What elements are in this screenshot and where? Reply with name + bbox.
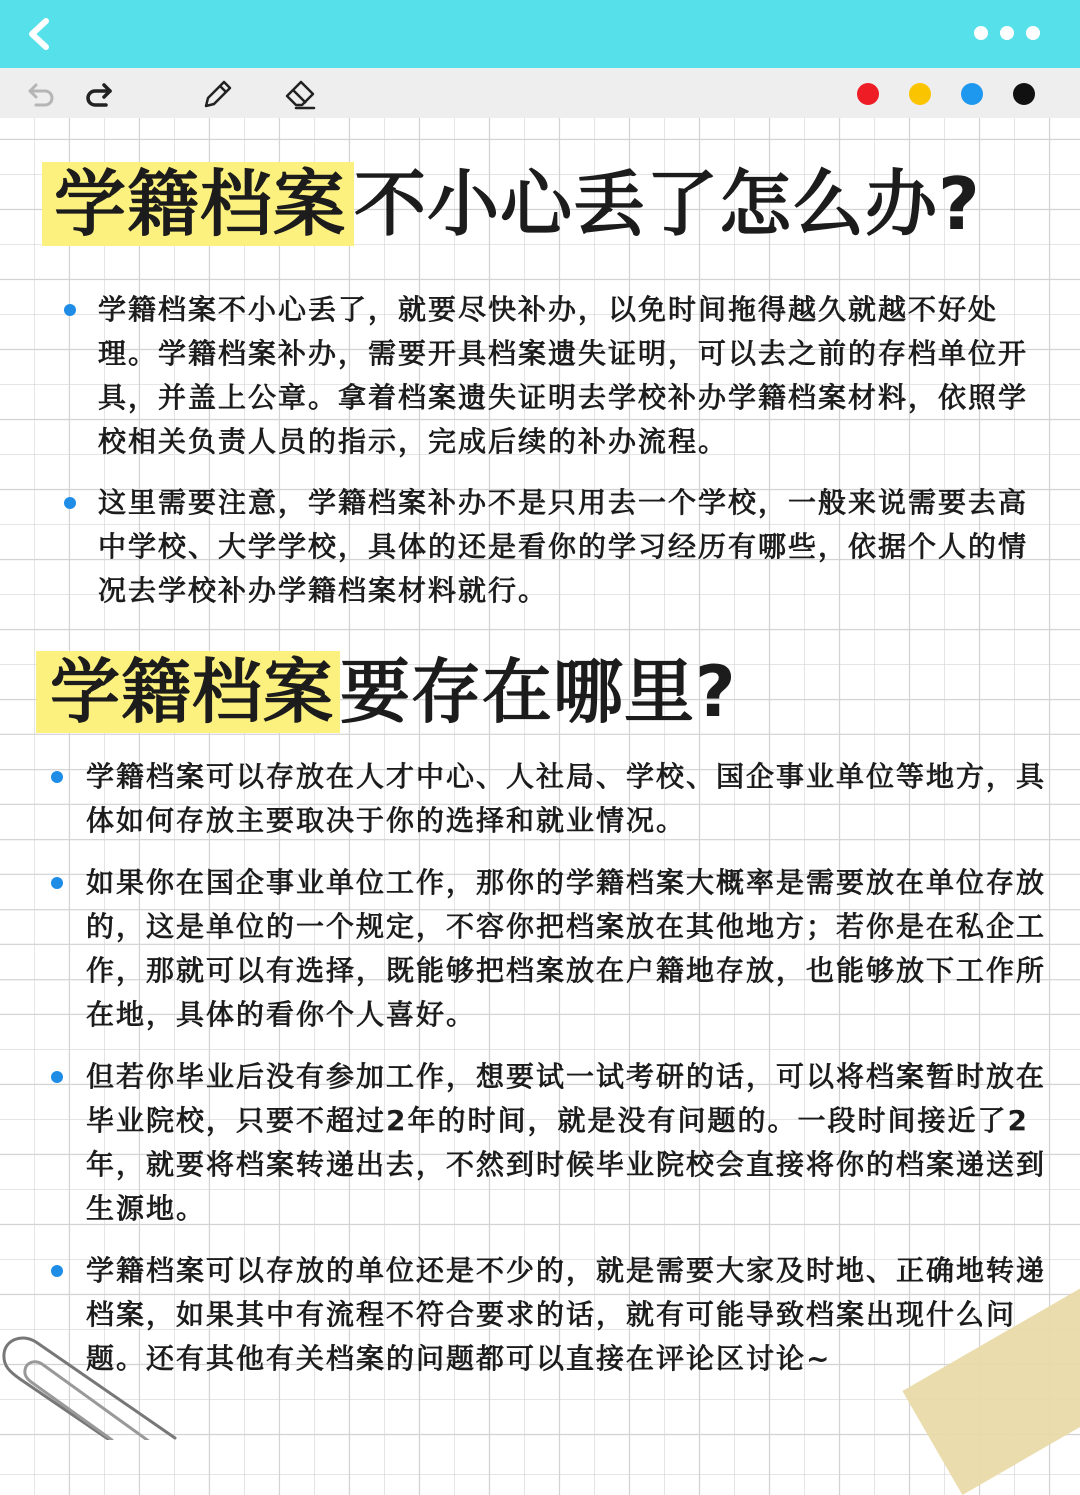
list-item: 学籍档案可以存放在人才中心、人社局、学校、国企事业单位等地方，具体如何存放主要取决于你的选择和就业情况。 bbox=[86, 755, 1051, 843]
title-highlight: 学籍档案 bbox=[36, 651, 340, 733]
undo-button[interactable] bbox=[24, 76, 60, 112]
more-dots-icon bbox=[1000, 26, 1014, 40]
eraser-tool-button[interactable] bbox=[282, 76, 318, 112]
section-2-title bbox=[36, 650, 737, 734]
list-item: 但若你毕业后没有参加工作，想要试一试考研的话，可以将档案暂时放在毕业院校，只要不超过2年的时间，就是没有问题的。一段时间接近了2年，就要将档案转递出去，不然到时候毕业院校会直接将你的档案递送到生源地。 bbox=[86, 1055, 1051, 1231]
eraser-icon bbox=[282, 76, 318, 112]
list-item: 如果你在国企事业单位工作，那你的学籍档案大概率是需要放在单位存放的，这是单位的一个规定，不容你把档案放在其他地方；若你是在私企工作，那就可以有选择，既能够把档案放在户籍地存放，也能够放下工作所在地，具体的看你个人喜好。 bbox=[86, 861, 1051, 1037]
pen-color-red[interactable] bbox=[857, 83, 879, 105]
pen-color-yellow[interactable] bbox=[909, 83, 931, 105]
section-1-list bbox=[98, 288, 1043, 613]
title-text: 要存在哪里? bbox=[340, 651, 737, 733]
paperclip-icon bbox=[0, 1330, 190, 1440]
pen-tool-button[interactable] bbox=[198, 76, 234, 112]
top-bar bbox=[0, 0, 1080, 68]
title-highlight: 学籍档案 bbox=[42, 162, 354, 246]
more-dots-icon bbox=[1026, 26, 1040, 40]
pencil-icon bbox=[198, 76, 234, 112]
redo-button[interactable] bbox=[80, 76, 116, 112]
back-button[interactable] bbox=[20, 14, 60, 54]
more-dots-icon bbox=[974, 26, 988, 40]
redo-icon bbox=[80, 76, 116, 112]
more-button[interactable] bbox=[974, 26, 1040, 40]
undo-icon bbox=[24, 76, 60, 112]
chevron-left-icon bbox=[20, 14, 60, 54]
title-text: 不小心丢了怎么办? bbox=[354, 162, 981, 246]
list-item: 学籍档案可以存放的单位还是不少的，就是需要大家及时地、正确地转递档案，如果其中有流程不符合要求的话，就有可能导致档案出现什么问题。还有其他有关档案的问题都可以直接在评论区讨论~ bbox=[86, 1249, 1051, 1381]
section-1-title bbox=[42, 162, 981, 246]
list-item: 这里需要注意，学籍档案补办不是只用去一个学校，一般来说需要去高中学校、大学学校，具体的还是看你的学习经历有哪些，依据个人的情况去学校补办学籍档案材料就行。 bbox=[98, 481, 1043, 613]
section-2-list bbox=[86, 755, 1051, 1381]
list-item: 学籍档案不小心丢了，就要尽快补办，以免时间拖得越久就越不好处理。学籍档案补办，需要开具档案遗失证明，可以去之前的存档单位开具，并盖上公章。拿着档案遗失证明去学校补办学籍档案材料，依照学校相关负责人员的指示，完成后续的补办流程。 bbox=[98, 288, 1043, 464]
pen-color-black[interactable] bbox=[1013, 83, 1035, 105]
pen-color-blue[interactable] bbox=[961, 83, 983, 105]
